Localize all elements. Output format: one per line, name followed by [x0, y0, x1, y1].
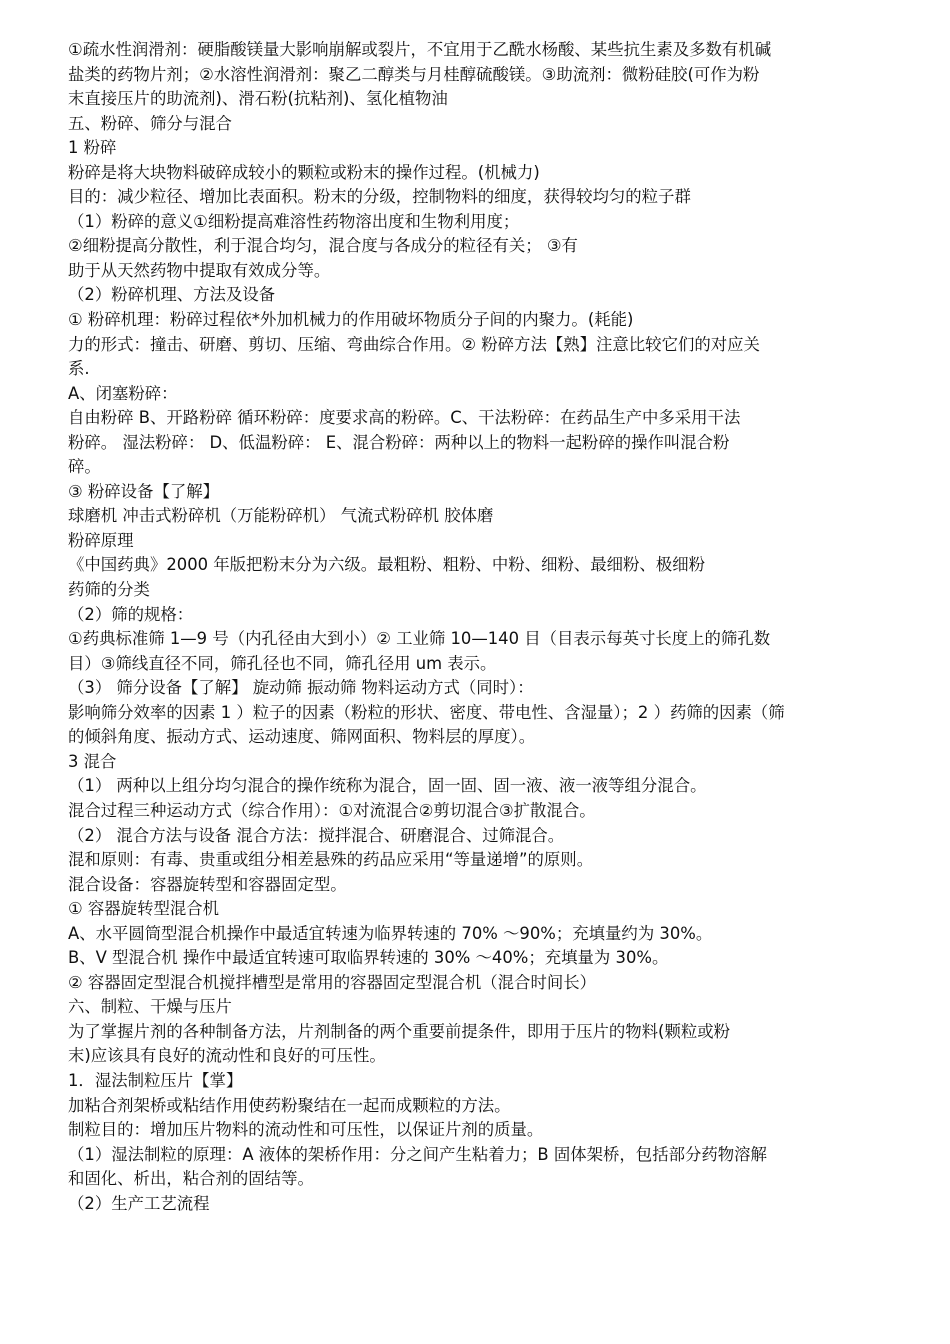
section-heading: 五、粉碎、筛分与混合: [68, 113, 232, 133]
text-line: 末)应该具有良好的流动性和良好的可压性。: [68, 1046, 386, 1066]
text-line: 影响筛分效率的因素 1 ）粒子的因素（粉粒的形状、密度、带电性、含湿量）；2 ）药筛的因素（筛: [68, 702, 785, 722]
text-line: （2） 混合方法与设备 混合方法：搅拌混合、研磨混合、过筛混合。: [68, 825, 565, 845]
text-line: ①疏水性润滑剂：硬脂酸镁量大影响崩解或裂片，不宜用于乙酰水杨酸、某些抗生素及多数有机碱: [68, 40, 772, 59]
text-line: A、闭塞粉碎：: [68, 383, 178, 403]
text-line: 助于从天然药物中提取有效成分等。: [68, 260, 331, 280]
text-line: 加粘合剂架桥或粘结作用使药粉聚结在一起而成颗粒的方法。: [68, 1095, 511, 1115]
text-line: 碎。: [68, 457, 101, 477]
text-line: 目）③筛线直径不同，筛孔径也不同，筛孔径用 um 表示。: [68, 653, 497, 673]
text-line: 末直接压片的助流剂)、滑石粉(抗粘剂)、氢化植物油: [68, 89, 448, 109]
text-line: 目的：减少粒径、增加比表面积。粉末的分级，控制物料的细度，获得较均匀的粒子群: [68, 187, 691, 207]
text-line: 和固化、析出，粘合剂的固结等。: [68, 1169, 314, 1189]
text-line: （1）湿法制粒的原理：A 液体的架桥作用：分之间产生粘着力；B 固体架桥，包括部分药物溶解: [68, 1144, 767, 1164]
text-line: 粉碎是将大块物料破碎成较小的颗粒或粉末的操作过程。(机械力): [68, 162, 540, 182]
text-line: 盐类的药物片剂；②水溶性润滑剂：聚乙二醇类与月桂醇硫酸镁。③助流剂：微粉硅胶(可作为粉: [68, 64, 760, 84]
subsection-heading: 1 粉碎: [68, 138, 117, 158]
text-line: 混合过程三种运动方式（综合作用）：①对流混合②剪切混合③扩散混合。: [68, 800, 596, 820]
section-heading: 六、制粒、干燥与压片: [68, 997, 232, 1017]
text-line: （1） 两种以上组分均匀混合的操作统称为混合，固一固、固一液、液一液等组分混合。: [68, 776, 707, 796]
text-line: ② 容器固定型混合机搅拌槽型是常用的容器固定型混合机（混合时间长）: [68, 972, 597, 992]
text-line: ①药典标准筛 1—9 号（内孔径由大到小）② 工业筛 10—140 目（目表示每英寸长度上的筛孔数: [68, 629, 771, 649]
text-line: 球磨机 冲击式粉碎机（万能粉碎机） 气流式粉碎机 胶体磨: [68, 506, 494, 526]
text-line: （1）粉碎的意义①细粉提高难溶性药物溶出度和生物利用度；: [68, 211, 520, 231]
subsection-heading: 3 混合: [68, 751, 117, 771]
text-line: 粉碎。 湿法粉碎： D、低温粉碎： E、混合粉碎：两种以上的物料一起粉碎的操作叫混合粉: [68, 432, 730, 452]
text-line: 的倾斜角度、振动方式、运动速度、筛网面积、物料层的厚度）。: [68, 727, 536, 747]
text-line: 药筛的分类: [68, 580, 150, 600]
text-line: （2）筛的规格：: [68, 604, 194, 624]
text-line: （3） 筛分设备【了解】 旋动筛 振动筛 物料运动方式（同时）：: [68, 678, 534, 698]
text-line: 自由粉碎 B、开路粉碎 循环粉碎：度要求高的粉碎。C、干法粉碎：在药品生产中多采用干法: [68, 408, 741, 428]
text-line: ②细粉提高分散性，利于混合均匀，混合度与各成分的粒径有关； ③有: [68, 236, 578, 256]
text-line: ① 容器旋转型混合机: [68, 899, 220, 919]
text-line: 力的形式：撞击、研磨、剪切、压缩、弯曲综合作用。② 粉碎方法【熟】注意比较它们的对应关: [68, 334, 760, 354]
text-line: B、V 型混合机 操作中最适宜转速可取临界转速的 30% ～40%；充填量为 30%。: [68, 948, 669, 968]
text-line: 混和原则：有毒、贵重或组分相差悬殊的药品应采用“等量递增”的原则。: [68, 850, 594, 870]
text-line: ① 粉碎机理：粉碎过程依*外加机械力的作用破坏物质分子间的内聚力。(耗能): [68, 310, 634, 330]
text-line: 粉碎原理: [68, 530, 134, 550]
text-line: 制粒目的：增加压片物料的流动性和可压性，以保证片剂的质量。: [68, 1120, 544, 1140]
text-line: 系.: [68, 359, 90, 379]
text-line: 《中国药典》2000 年版把粉末分为六级。最粗粉、粗粉、中粉、细粉、最细粉、极细粉: [68, 555, 705, 575]
text-line: ③ 粉碎设备【了解】: [68, 481, 220, 501]
text-line: （2）粉碎机理、方法及设备: [68, 285, 276, 305]
subsection-heading: 1．湿法制粒压片【掌】: [68, 1070, 243, 1090]
text-line: 混合设备：容器旋转型和容器固定型。: [68, 874, 347, 894]
text-line: A、水平圆筒型混合机操作中最适宜转速为临界转速的 70% ～90%；充填量约为 30%。: [68, 923, 713, 943]
text-line: （2）生产工艺流程: [68, 1193, 210, 1213]
text-line: 为了掌握片剂的各种制备方法，片剂制备的两个重要前提条件，即用于压片的物料(颗粒或粉: [68, 1021, 731, 1041]
